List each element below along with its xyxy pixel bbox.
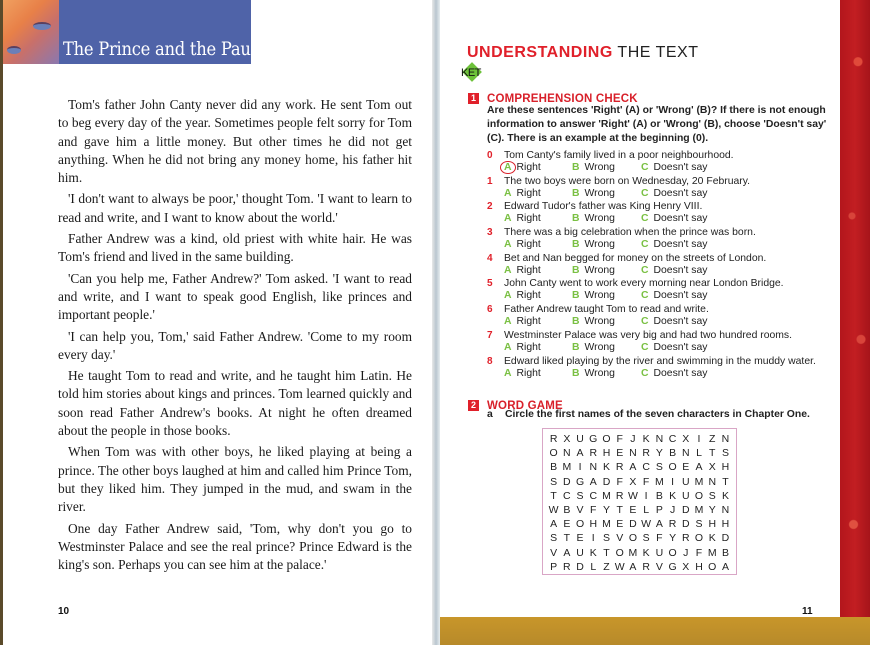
instruction-text: Circle the first names of the seven characters in Chapter One. [505,409,810,420]
grid-letter[interactable]: S [655,461,663,474]
word-search-grid [542,428,737,575]
grid-letter[interactable]: J [630,433,636,445]
option-b[interactable] [572,213,615,224]
question-item [487,278,832,304]
grid-letter[interactable]: A [695,461,703,474]
grid-letter[interactable]: N [721,503,730,516]
grid-letter[interactable]: D [629,518,637,531]
question-number: 6 [487,304,493,316]
grid-letter[interactable]: M [628,546,638,559]
grid-letter[interactable]: R [549,433,558,445]
grid-letter[interactable]: K [708,532,716,545]
option-c[interactable] [641,162,707,173]
grid-letter[interactable]: S [576,489,584,502]
page-number-left: 10 [58,606,70,617]
grid-letter[interactable]: N [629,447,637,460]
option-label: Wrong [584,290,615,302]
grid-letter[interactable]: Y [602,503,610,516]
grid-letter[interactable]: E [682,461,690,474]
grid-letter[interactable]: C [589,489,598,502]
option-label: Right [516,239,541,251]
face-illustration [3,0,59,64]
question-text: The two boys were born on Wednesday, 20 February. [504,175,751,187]
grid-letter[interactable]: T [616,503,623,516]
grid-letter[interactable]: A [550,518,558,531]
option-letter: C [641,213,649,225]
grid-letter[interactable]: W [614,560,625,573]
option-letter: A [504,290,512,302]
option-label: Doesn't say [653,367,708,379]
grid-letter[interactable]: C [642,461,650,474]
question-text: There was a big celebration when the prince was born. [504,227,756,239]
question-number: 4 [487,252,493,264]
grid-letter[interactable]: R [563,560,571,573]
option-label: Wrong [584,316,615,328]
grid-letter[interactable]: Y [655,447,663,460]
section-title-rest: THE TEXT [612,44,699,61]
grid-letter[interactable]: N [682,447,690,460]
grid-letter[interactable]: V [616,532,624,545]
option-letter: A [500,161,516,174]
option-letter: B [572,341,580,353]
grid-letter[interactable]: V [550,546,558,559]
grid-letter[interactable]: M [694,503,704,516]
option-label: Doesn't say [653,187,708,199]
option-label: Wrong [584,264,615,276]
option-b[interactable] [572,188,615,199]
option-a[interactable] [504,368,541,379]
option-b[interactable] [572,316,615,327]
grid-row [547,446,732,460]
option-a[interactable] [504,239,541,250]
question-text: Edward Tudor's father was King Henry VIII. [504,201,703,213]
grid-letter[interactable]: C [668,433,677,445]
question-item [487,330,832,356]
option-c[interactable] [641,290,707,301]
grid-letter[interactable]: T [603,546,610,559]
option-b[interactable] [572,162,615,173]
question-item [487,176,832,202]
grid-letter[interactable]: B [669,447,677,460]
question-number: 2 [487,201,493,213]
grid-letter[interactable]: A [655,518,663,531]
grid-letter[interactable]: E [563,518,571,531]
option-label: Right [516,162,541,173]
grid-letter[interactable]: W [627,489,638,502]
option-label: Doesn't say [653,264,708,276]
grid-letter[interactable]: N [589,461,598,474]
option-letter: C [641,367,649,379]
grid-letter[interactable]: J [683,546,689,559]
option-label: Doesn't say [653,316,708,328]
option-b[interactable] [572,265,615,276]
grid-letter[interactable]: J [669,503,676,516]
grid-letter[interactable]: A [629,461,637,474]
option-label: Right [516,316,541,328]
option-label: Right [516,341,541,353]
story-paragraph: 'Can you help me, Father Andrew?' Tom asked. 'I want to read and write, and I want to speak good English, like princes and important people.' [58,270,412,323]
option-a[interactable] [504,290,541,301]
grid-letter[interactable]: P [550,560,558,573]
exercise-number-badge: 2 [468,400,479,411]
grid-letter[interactable]: O [615,546,624,559]
grid-letter[interactable]: D [602,475,611,488]
grid-letter[interactable]: E [576,532,584,545]
option-letter: C [641,341,649,353]
book-title: The Prince and the Pauper [63,38,278,60]
option-label: Right [516,290,541,302]
option-label: Doesn't say [653,341,708,353]
grid-letter[interactable]: G [575,475,585,488]
question-item [487,356,832,382]
option-letter: B [572,239,580,251]
grid-letter[interactable]: S [550,532,558,545]
option-label: Wrong [584,341,615,353]
option-letter: B [572,316,580,328]
grid-letter[interactable]: D [576,560,584,573]
grid-row [547,517,732,531]
grid-letter[interactable]: O [668,546,677,559]
option-label: Right [516,367,541,379]
option-letter: C [641,162,649,173]
option-letter: B [572,213,580,225]
grid-letter[interactable]: S [550,475,558,488]
grid-letter[interactable]: R [682,532,690,545]
grid-letter[interactable]: K [642,546,650,559]
grid-letter[interactable]: X [629,475,637,488]
exercise-2-label: WORD GAME [487,399,563,412]
story-paragraph: Tom's father John Canty never did any work. He sent Tom out to beg every day of the year. Sometimes people felt sorry for Tom and gave him a little money. But other times he did not get anything. When he did not bring any money home, his father hit him. [58,97,412,186]
grid-letter[interactable]: E [629,503,637,516]
grid-letter[interactable]: D [682,503,690,516]
story-paragraph: He taught Tom to read and write, and he taught him Latin. He told him stories about kings and princes. Tom learned quickly and soon read Father Andrew's books. At night he often dreamed about the people in those books. [58,368,412,439]
grid-letter[interactable]: S [695,518,703,531]
ket-badge [461,67,483,85]
grid-letter[interactable]: B [655,489,663,502]
grid-letter[interactable]: E [616,518,624,531]
grid-letter[interactable]: K [589,546,597,559]
exercise-1-instructions: Are these sentences 'Right' (A) or 'Wrong' (B)? If there is not enough information to answer 'Right' (A) or 'Wrong' (B), choose 'Doesn't say' (C). There is an example at the beginning (0). [487,105,827,144]
question-text: Bet and Nan begged for money on the streets of London. [504,252,767,264]
grid-letter[interactable]: H [602,447,611,460]
grid-letter[interactable]: H [721,518,730,531]
grid-letter[interactable]: S [602,532,610,545]
question-number: 3 [487,227,493,239]
grid-letter[interactable]: R [589,447,598,460]
grid-letter[interactable]: X [708,461,716,474]
grid-letter[interactable]: M [707,546,717,559]
grid-letter[interactable]: P [655,503,663,516]
grid-letter[interactable]: U [576,546,584,559]
grid-letter[interactable]: R [615,461,624,474]
grid-letter[interactable]: R [642,560,650,573]
grid-letter[interactable]: O [575,518,585,531]
grid-letter[interactable]: M [562,461,572,474]
option-label: Right [516,213,541,225]
option-label: Wrong [584,213,615,225]
grid-row [547,489,732,503]
grid-letter[interactable]: N [563,447,571,460]
option-c[interactable] [641,188,707,199]
option-letter: A [504,187,512,199]
grid-letter[interactable]: S [708,489,716,502]
option-letter: B [572,264,580,276]
grid-letter[interactable]: V [655,560,663,573]
grid-letter[interactable]: X [682,560,690,573]
grid-row [547,475,732,489]
grid-letter[interactable]: U [655,546,664,559]
eye-illustration [33,22,51,30]
grid-letter[interactable]: F [656,532,663,545]
option-label: Right [516,264,541,276]
grid-letter[interactable]: N [655,433,664,445]
option-label: Doesn't say [653,239,708,251]
grid-letter[interactable]: F [616,433,623,445]
grid-row [547,460,732,474]
option-a[interactable] [504,213,541,224]
grid-letter[interactable]: Y [708,503,716,516]
option-letter: B [572,187,580,199]
grid-letter[interactable]: L [643,503,650,516]
page-number-right: 11 [802,606,813,617]
grid-letter[interactable]: H [721,461,730,474]
question-list [487,150,832,381]
grid-letter[interactable]: O [668,461,677,474]
option-a[interactable] [504,316,541,327]
grid-letter[interactable]: G [589,433,598,445]
grid-letter[interactable]: O [549,447,558,460]
question-text: Edward liked playing by the river and swimming in the muddy water. [504,355,816,367]
question-number: 8 [487,355,493,367]
option-letter: C [641,316,649,328]
question-number: 7 [487,329,493,341]
exercise-2-instruction [487,409,810,420]
grid-letter[interactable]: T [722,475,729,488]
grid-letter[interactable]: I [644,489,648,502]
story-paragraph: 'I don't want to always be poor,' thought Tom. 'I want to learn to read and write, and I want to know about the world.' [58,191,412,225]
question-text: Tom Canty's family lived in a poor neighbourhood. [504,150,734,161]
grid-letter[interactable]: M [602,489,611,502]
grid-row [547,531,732,545]
grid-letter[interactable]: K [721,489,729,502]
grid-row [547,432,732,446]
grid-letter[interactable]: L [696,447,702,460]
grid-letter[interactable]: T [709,447,716,460]
option-label: Wrong [584,162,615,173]
gold-footer-band [440,617,870,645]
option-letter: C [641,187,649,199]
grid-letter[interactable]: K [669,489,677,502]
sub-letter: a [487,409,493,420]
grid-letter[interactable]: W [548,503,559,516]
story-paragraph: 'I can help you, Tom,' said Father Andrew. 'Come to my room every day.' [58,328,412,362]
grid-letter[interactable]: H [589,518,598,531]
question-number: 5 [487,278,493,290]
option-letter: A [504,316,512,328]
option-label: Doesn't say [653,290,708,302]
grid-letter[interactable]: T [550,489,557,502]
grid-letter[interactable]: G [668,560,677,573]
option-letter: A [504,239,512,251]
grid-letter[interactable]: B [550,461,558,474]
option-a[interactable] [504,162,541,173]
grid-letter[interactable]: I [697,433,701,445]
grid-letter[interactable]: O [708,560,717,573]
option-letter: B [572,290,580,302]
grid-letter[interactable]: M [602,518,611,531]
grid-letter[interactable]: W [641,518,652,531]
option-letter: C [641,239,649,251]
grid-letter[interactable]: U [682,489,690,502]
question-text: Father Andrew taught Tom to read and write. [504,304,709,316]
question-item [487,150,832,176]
option-c[interactable] [641,316,707,327]
option-letter: B [572,162,580,173]
option-b[interactable] [572,239,615,250]
grid-letter[interactable]: K [602,461,610,474]
grid-letter[interactable]: H [695,560,703,573]
option-c[interactable] [641,368,707,379]
grid-letter[interactable]: R [615,489,624,502]
grid-letter[interactable]: V [576,503,584,516]
option-letter: A [504,264,512,276]
question-item [487,201,832,227]
option-b[interactable] [572,290,615,301]
option-c[interactable] [641,342,707,353]
story-paragraph: Father Andrew was a kind, old priest with white hair. He was Tom's friend and lived in the same building. [58,231,412,265]
chapter-banner [3,0,278,64]
grid-row [547,560,732,574]
grid-letter[interactable]: U [576,433,584,445]
grid-letter[interactable]: O [694,532,704,545]
question-text: John Canty went to work every morning near London Bridge. [504,278,784,290]
option-label: Right [516,187,541,199]
story-paragraph: One day Father Andrew said, 'Tom, why don't you go to Westminster Palace and see the real prince? Prince Edward is the king's son. Perhaps you can see him at the palace.' [58,520,412,573]
ket-label: KET [461,67,481,79]
grid-letter[interactable]: M [694,475,704,488]
grid-letter[interactable]: L [590,560,597,573]
grid-letter[interactable]: Z [603,560,610,573]
grid-letter[interactable]: N [708,475,717,488]
section-title-bold: UNDERSTANDING [467,44,613,61]
question-text: Westminster Palace was very big and had two hundred rooms. [504,329,793,341]
grid-letter[interactable]: A [576,447,584,460]
grid-letter[interactable]: X [563,433,571,445]
option-letter: A [504,213,512,225]
grid-letter[interactable]: M [654,475,664,488]
grid-letter[interactable]: F [642,475,650,488]
option-c[interactable] [641,239,707,250]
grid-letter[interactable]: R [642,447,650,460]
book-gutter [432,0,440,645]
grid-letter[interactable]: U [682,475,690,488]
grid-letter[interactable]: A [563,546,571,559]
option-a[interactable] [504,188,541,199]
question-item [487,253,832,279]
option-letter: B [572,367,580,379]
question-item [487,227,832,253]
exercise-number-badge: 1 [468,93,479,104]
option-letter: A [504,367,512,379]
grid-letter[interactable]: A [589,475,597,488]
grid-letter[interactable]: B [563,503,571,516]
section-title [467,44,698,62]
question-number: 1 [487,175,493,187]
grid-letter[interactable]: D [682,518,690,531]
grid-letter[interactable]: F [590,503,597,516]
grid-letter[interactable]: S [721,447,729,460]
grid-letter[interactable]: A [629,560,637,573]
grid-letter[interactable]: T [563,532,571,545]
option-label: Doesn't say [653,213,708,225]
question-number: 0 [487,150,493,161]
grid-row [547,546,732,560]
option-label: Wrong [584,367,615,379]
grid-letter[interactable]: I [578,461,582,474]
eye-illustration [7,46,21,54]
grid-letter[interactable]: I [591,532,595,545]
option-label: Doesn't say [653,162,708,173]
grid-letter[interactable]: N [721,433,730,445]
story-text [58,96,412,577]
grid-letter[interactable]: D [563,475,571,488]
story-paragraph: When Tom was with other boys, he liked playing at being a prince. The other boys laughed at him and called him Prince Tom, but they liked him. They jumped in the mud, and swam in the river. [58,444,412,515]
option-letter: C [641,290,649,302]
grid-letter[interactable]: R [668,518,677,531]
grid-letter[interactable]: C [563,489,571,502]
grid-letter[interactable]: D [721,532,730,545]
grid-letter[interactable]: O [602,433,611,445]
option-c[interactable] [641,265,707,276]
grid-letter[interactable]: F [616,475,623,488]
grid-letter[interactable]: Z [709,433,716,445]
option-label: Wrong [584,239,615,251]
grid-letter[interactable]: F [695,546,703,559]
grid-letter[interactable]: K [642,433,650,445]
option-a[interactable] [504,265,541,276]
exercise-1-label: COMPREHENSION CHECK [487,92,638,105]
grid-letter[interactable]: B [721,546,729,559]
grid-letter[interactable]: I [671,475,675,488]
option-b[interactable] [572,368,615,379]
grid-letter[interactable]: Y [669,532,677,545]
option-b[interactable] [572,342,615,353]
grid-letter[interactable]: A [721,560,729,573]
question-item [487,304,832,330]
option-letter: C [641,264,649,276]
option-label: Wrong [584,187,615,199]
grid-letter[interactable]: X [682,433,690,445]
grid-letter[interactable]: O [694,489,704,502]
grid-letter[interactable]: S [642,532,650,545]
option-letter: A [504,341,512,353]
option-a[interactable] [504,342,541,353]
red-floral-border [840,0,870,617]
grid-row [547,503,732,517]
grid-letter[interactable]: H [708,518,717,531]
grid-letter[interactable]: E [616,447,624,460]
option-c[interactable] [641,213,707,224]
grid-letter[interactable]: O [628,532,637,545]
